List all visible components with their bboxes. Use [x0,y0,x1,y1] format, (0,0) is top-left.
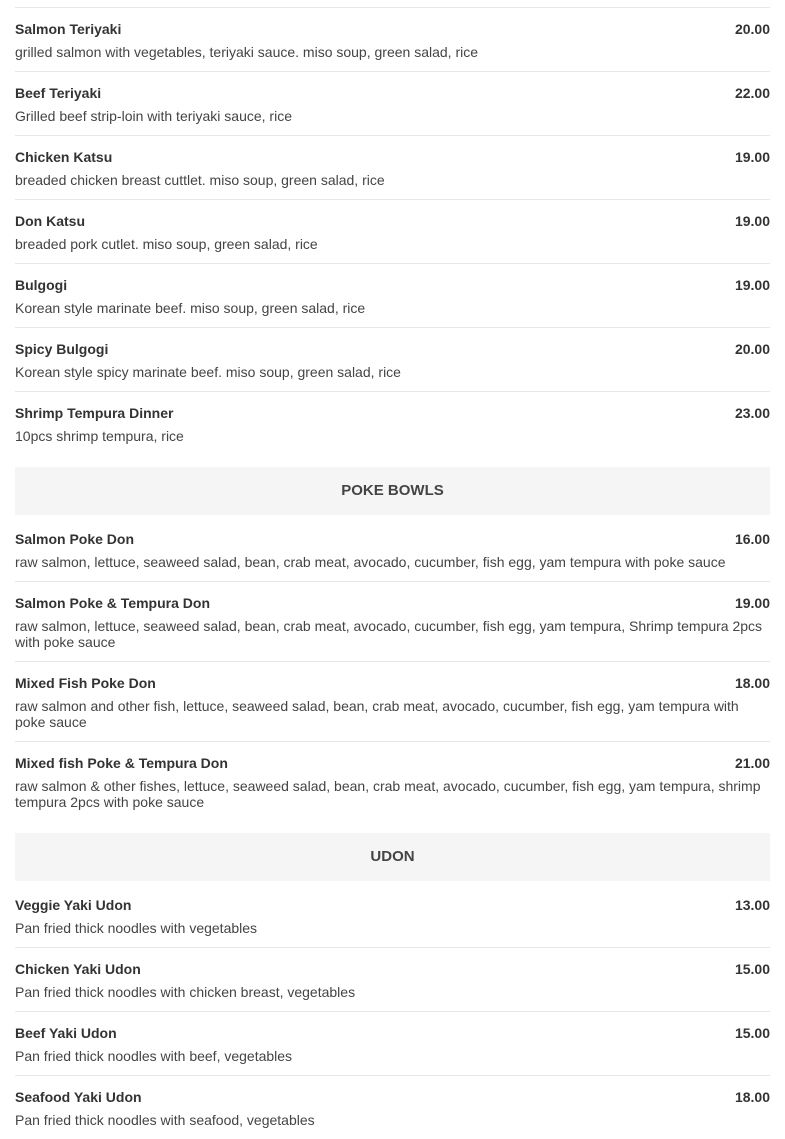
item-price: 22.00 [734,85,770,101]
item-price: 19.00 [734,595,770,611]
item-price: 18.00 [734,1089,770,1105]
item-name: Mixed fish Poke & Tempura Don [15,755,228,771]
item-description: Pan fried thick noodles with seafood, vegetables [15,1112,315,1128]
item-price: 15.00 [734,1025,770,1041]
item-name: Chicken Katsu [15,149,113,165]
item-name: Don Katsu [15,213,85,229]
item-name: Salmon Teriyaki [15,21,122,37]
menu-item-salmon-poke-don[interactable] [15,515,770,582]
item-name: Seafood Yaki Udon [15,1089,142,1105]
item-name: Spicy Bulgogi [15,341,109,357]
item-description: Pan fried thick noodles with chicken breast, vegetables [15,984,356,1000]
item-description: Korean style marinate beef. miso soup, green salad, rice [15,300,366,316]
menu-item-spicy-bulgogi[interactable] [15,328,770,392]
item-price: 19.00 [734,149,770,165]
item-description: Grilled beef strip-loin with teriyaki sauce, rice [15,108,292,124]
item-description: 10pcs shrimp tempura, rice [15,428,184,444]
item-name: Shrimp Tempura Dinner [15,405,174,421]
section-header-udon: UDON [15,833,770,881]
menu-item-veggie-yaki-udon[interactable] [15,881,770,948]
item-price: 13.00 [734,897,770,913]
section-header-poke-bowls: POKE BOWLS [15,467,770,515]
item-price: 21.00 [734,755,770,771]
item-name: Salmon Poke & Tempura Don [15,595,210,611]
item-price: 20.00 [734,21,770,37]
menu-item-salmon-teriyaki[interactable] [15,8,770,72]
item-name: Salmon Poke Don [15,531,135,547]
item-name: Bulgogi [15,277,68,293]
item-description: raw salmon and other fish, lettuce, seaweed salad, bean, crab meat, avocado, cucumber, fish egg, yam tempura with poke sauce [15,698,739,730]
menu-item-mixed-fish-poke-tempura-don[interactable] [15,742,770,821]
item-price: 23.00 [734,405,770,421]
item-price: 16.00 [734,531,770,547]
menu-item-shrimp-tempura-dinner[interactable] [15,392,770,455]
item-price: 15.00 [734,961,770,977]
item-price: 18.00 [734,675,770,691]
item-price: 19.00 [734,213,770,229]
menu-item-beef-yaki-udon[interactable] [15,1012,770,1076]
menu-item-chicken-yaki-udon[interactable] [15,948,770,1012]
item-name: Veggie Yaki Udon [15,897,132,913]
menu-item-mixed-fish-poke-don[interactable] [15,662,770,742]
item-name: Chicken Yaki Udon [15,961,141,977]
item-description: raw salmon, lettuce, seaweed salad, bean, crab meat, avocado, cucumber, fish egg, yam tempura, Shrimp tempura 2pcs with poke sauce [15,618,763,650]
item-price: 20.00 [734,341,770,357]
item-price: 19.00 [734,277,770,293]
menu-item-bulgogi[interactable] [15,264,770,328]
item-description: Korean style spicy marinate beef. miso soup, green salad, rice [15,364,401,380]
item-description: grilled salmon with vegetables, teriyaki sauce. miso soup, green salad, rice [15,44,479,60]
menu-item-seafood-yaki-udon[interactable] [15,1076,770,1139]
item-description: breaded chicken breast cuttlet. miso soup, green salad, rice [15,172,385,188]
menu-item-salmon-poke-tempura-don[interactable] [15,582,770,662]
item-name: Beef Teriyaki [15,85,102,101]
item-description: breaded pork cutlet. miso soup, green salad, rice [15,236,318,252]
item-description: raw salmon, lettuce, seaweed salad, bean, crab meat, avocado, cucumber, fish egg, yam tempura with poke sauce [15,554,726,570]
item-description: Pan fried thick noodles with vegetables [15,920,258,936]
item-name: Mixed Fish Poke Don [15,675,156,691]
item-name: Beef Yaki Udon [15,1025,117,1041]
menu-list [15,0,770,1139]
item-description: Pan fried thick noodles with beef, vegetables [15,1048,293,1064]
menu-item-chicken-katsu[interactable] [15,136,770,200]
menu-item-beef-teriyaki[interactable] [15,72,770,136]
item-description: raw salmon & other fishes, lettuce, seaweed salad, bean, crab meat, avocado, cucumber, fish egg, yam tempura, shrimp tempura 2pcs with poke sauce [15,778,761,810]
menu-item-don-katsu[interactable] [15,200,770,264]
